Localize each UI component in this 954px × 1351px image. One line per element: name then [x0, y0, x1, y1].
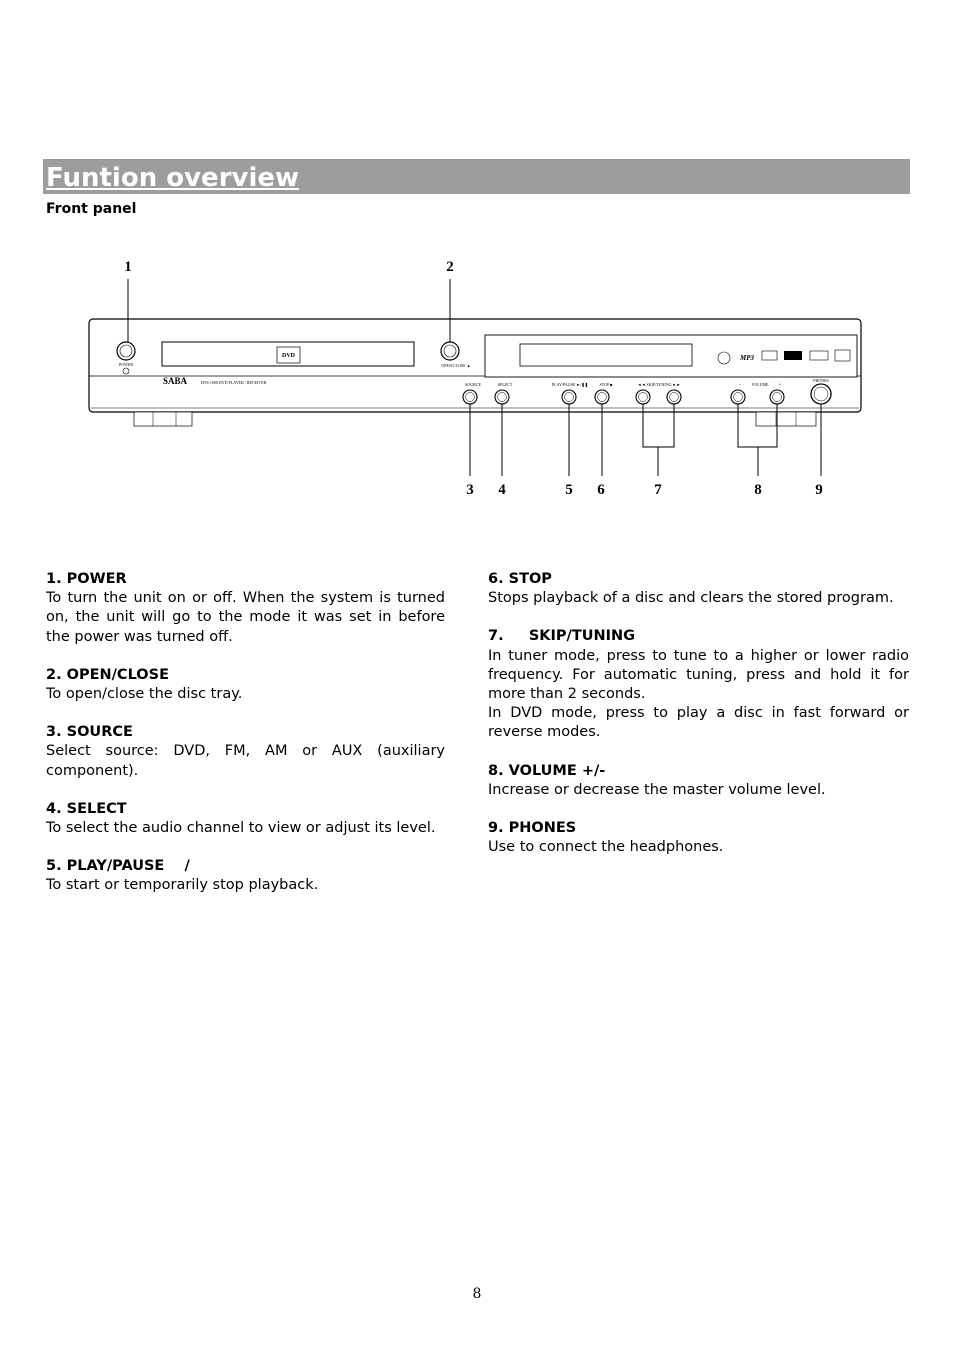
digital-logo — [810, 351, 828, 360]
item-heading: 9. PHONES — [488, 820, 577, 837]
item-open-close — [46, 666, 445, 704]
model-label: HTS-1000 DVD PLAYER / RECEIVER — [201, 380, 267, 385]
power-led — [123, 368, 129, 374]
item-skip-tuning — [488, 627, 909, 742]
panel-label-power: POWER — [119, 362, 133, 367]
dts-logo — [835, 350, 850, 361]
front-panel-diagram — [80, 250, 880, 515]
panel-label-phones: PHONES — [813, 378, 829, 383]
panel-label-volume-plus: + — [778, 383, 782, 388]
item-heading: 6. STOP — [488, 571, 552, 587]
callout-4: 4 — [498, 482, 506, 498]
page-title: Funtion overview — [46, 163, 300, 193]
item-text: To start or temporarily stop playback. — [46, 877, 319, 894]
item-volume — [488, 762, 909, 800]
display-screen — [520, 344, 692, 366]
item-text: To open/close the disc tray. — [46, 686, 243, 703]
panel-foot-left — [134, 412, 192, 426]
item-phones — [488, 819, 909, 857]
dolby-logo — [784, 351, 802, 360]
right-column — [488, 570, 909, 876]
item-text: Use to connect the headphones. — [488, 839, 724, 856]
item-source — [46, 723, 445, 781]
panel-label-skip-tuning: ◄◄ SKIP/TUNING ►► — [637, 382, 681, 387]
panel-label-open-close: OPEN/CLOSE ▲ — [441, 363, 471, 368]
select-knob — [495, 390, 509, 404]
panel-label-play-pause: PLAY/PAUSE ►/❚❚ — [551, 382, 589, 387]
panel-label-source: SOURCE — [465, 382, 481, 387]
left-column — [46, 570, 445, 915]
item-stop — [488, 570, 909, 608]
item-select — [46, 800, 445, 838]
item-text: In tuner mode, press to tune to a higher or lower radio frequency. For automatic tuning, press and hold it for more than 2 seconds. — [488, 647, 909, 703]
volume-plus-knob — [770, 390, 784, 404]
callout-5: 5 — [565, 482, 573, 498]
item-play-pause — [46, 857, 445, 895]
callout-6: 6 — [597, 482, 605, 498]
callout-2: 2 — [446, 259, 454, 275]
callout-8: 8 — [754, 482, 762, 498]
item-heading: 2. OPEN/CLOSE — [46, 666, 169, 683]
play-pause-knob — [562, 390, 576, 404]
panel-label-select: SELECT — [497, 382, 513, 387]
skip-forward-knob — [667, 390, 681, 404]
item-heading: 8. VOLUME +/- — [488, 762, 606, 779]
remote-sensor — [718, 352, 730, 364]
callout-3: 3 — [466, 482, 474, 498]
skip-back-knob — [636, 390, 650, 404]
item-text-2: In DVD mode, press to play a disc in fast forward or reverse modes. — [488, 705, 909, 741]
svg-text:DVD: DVD — [282, 353, 295, 359]
panel-foot-right — [756, 412, 816, 426]
volume-minus-knob — [731, 390, 745, 404]
item-heading: 5. PLAY/PAUSE / — [46, 858, 190, 875]
mp3-logo: MP3 — [740, 354, 754, 362]
item-text: To turn the unit on or off. When the system is turned on, the unit will go to the mode it was set in before the power was turned off. — [46, 590, 445, 645]
callout-9: 9 — [815, 482, 823, 498]
section-subtitle: Front panel — [46, 201, 137, 217]
page-number: 8 — [472, 1286, 482, 1302]
item-text: To select the audio channel to view or adjust its level. — [46, 820, 436, 837]
cd-logo — [762, 351, 777, 360]
callout-1: 1 — [124, 259, 132, 275]
panel-label-volume: VOLUME — [751, 382, 769, 387]
section-title-bar — [43, 159, 910, 194]
panel-label-stop: STOP ■ — [599, 382, 613, 387]
brand-logo: SABA — [163, 376, 188, 386]
item-heading: 7. SKIP/TUNING — [488, 628, 636, 645]
item-text: Select source: DVD, FM, AM or AUX (auxiliary component). — [46, 743, 445, 779]
item-text: Increase or decrease the master volume level. — [488, 781, 826, 798]
stop-knob — [595, 390, 609, 404]
panel-label-volume-minus: - — [739, 383, 741, 388]
source-knob — [463, 390, 477, 404]
item-power — [46, 570, 445, 647]
callout-7: 7 — [654, 482, 662, 498]
item-text: Stops playback of a disc and clears the stored program. — [488, 590, 894, 607]
item-heading: 4. SELECT — [46, 800, 127, 817]
item-heading: 3. SOURCE — [46, 724, 133, 741]
item-heading: 1. POWER — [46, 571, 127, 587]
